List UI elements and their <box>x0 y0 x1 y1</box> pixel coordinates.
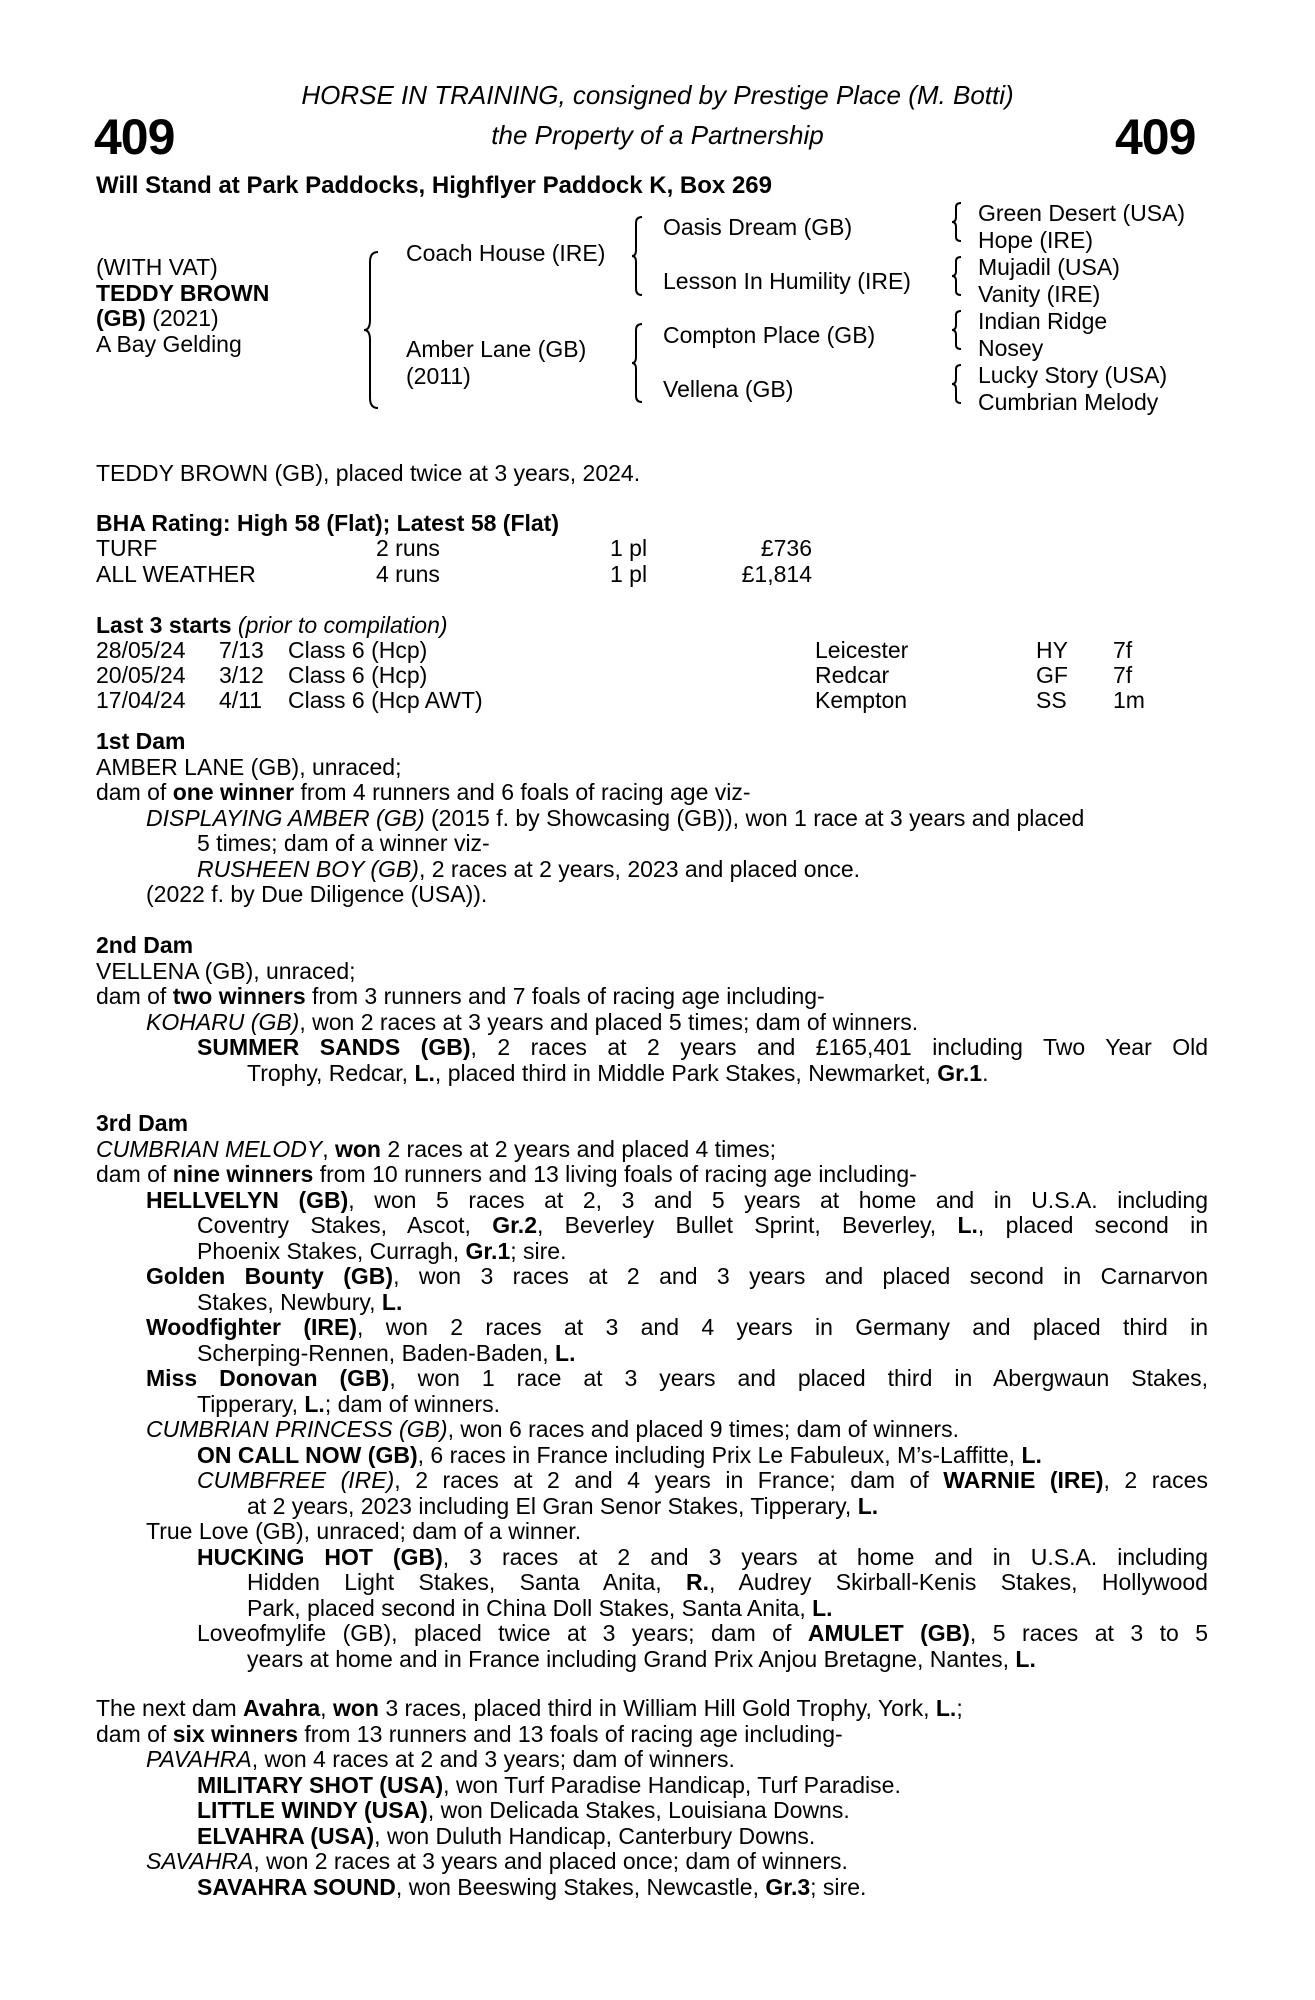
text: , 6 races in France including Prix Le Fabuleux, M’s-Laffitte, <box>417 1441 1022 1468</box>
next-dam-section <box>96 1696 1208 1900</box>
pedigree-brace-ss <box>952 201 964 243</box>
text: , 3 races at 2 and 3 years at home and in U.S.A. including <box>442 1543 1208 1570</box>
start-going: GF <box>1036 662 1068 688</box>
pedigree-brace-sd <box>952 255 964 297</box>
start-date: 28/05/24 <box>96 637 186 663</box>
start-course: Redcar <box>815 662 890 688</box>
text: from 10 runners and 13 living foals of racing age including- <box>313 1161 917 1187</box>
horse-summary: TEDDY BROWN (GB), placed twice at 3 years, 2024. <box>96 460 641 486</box>
horse-name: Golden Bounty (GB) <box>146 1263 394 1289</box>
text: 3 races, placed third in William Hill Gold Trophy, York, <box>378 1695 936 1721</box>
won-label: won <box>334 1135 381 1162</box>
text: (2015 f. by Showcasing (GB)), won 1 race at 3 years and placed <box>424 804 1085 831</box>
horse-name: ELVAHRA (USA) <box>197 1822 375 1849</box>
text: years at home and in France including Grand Prix Anjou Bretagne, Nantes, <box>247 1645 1016 1672</box>
produce-entry-cont <box>96 1061 1208 1087</box>
text: dam of <box>96 983 173 1009</box>
dam-produce-line <box>96 1162 1208 1188</box>
text: , won 5 races at 2, 3 and 5 years at home and in U.S.A. including <box>348 1186 1209 1213</box>
text: , won 2 races at 3 years and placed 5 times; dam of winners. <box>299 1008 919 1035</box>
rating-placed: 1 pl <box>610 535 648 561</box>
text: ; sire. <box>510 1237 567 1264</box>
start-class: Class 6 (Hcp) <box>288 662 428 688</box>
race-grade: L. <box>957 1212 978 1238</box>
text: , won 4 races at 2 and 3 years; dam of winners. <box>251 1746 735 1772</box>
vat-note: (WITH VAT) <box>96 254 218 280</box>
section-title: 3rd Dam <box>96 1110 189 1136</box>
section-title: 1st Dam <box>96 728 186 754</box>
text: , Audrey Skirball-Kenis Stakes, Hollywood <box>709 1569 1208 1595</box>
produce-entry <box>96 1849 1208 1875</box>
horse-name: CUMBFREE (IRE) <box>197 1467 395 1493</box>
race-grade: L. <box>304 1390 325 1417</box>
property-line: the Property of a Partnership <box>491 120 824 150</box>
text: Phoenix Stakes, Curragh, <box>197 1237 466 1264</box>
produce-entry: (2022 f. by Due Diligence (USA)). <box>146 881 488 907</box>
text: , <box>322 1135 335 1162</box>
horse-name: TEDDY BROWN <box>96 279 270 306</box>
text: , placed third in Middle Park Stakes, Newmarket, <box>434 1059 938 1086</box>
dam-line <box>96 1696 1208 1722</box>
horse-name: SUMMER SANDS (GB) <box>197 1034 471 1060</box>
start-distance: 7f <box>1113 662 1133 688</box>
text: 2 races at 2 years and placed 4 times; <box>380 1135 777 1162</box>
stand-location: Will Stand at Park Paddocks, Highflyer Paddock K, Box 269 <box>96 172 772 199</box>
horse-name: LITTLE WINDY (USA) <box>197 1797 428 1823</box>
produce-entry <box>96 1188 1208 1214</box>
horse-name: SAVAHRA <box>146 1848 254 1874</box>
produce-entry-cont <box>96 1596 1208 1622</box>
produce-entry-cont <box>96 1570 1208 1596</box>
text: , won Turf Paradise Handicap, Turf Paradise. <box>443 1771 901 1798</box>
text: , won 2 races at 3 years and placed once; dam of winners. <box>253 1848 848 1874</box>
horse-name: HUCKING HOT (GB) <box>197 1543 443 1570</box>
text: dam of <box>96 779 173 805</box>
produce-entry-cont <box>96 1494 1208 1520</box>
last-starts-heading <box>96 612 448 639</box>
race-grade: Gr.3 <box>765 1873 811 1900</box>
horse-name: MILITARY SHOT (USA) <box>197 1771 444 1798</box>
produce-entry <box>96 1798 1208 1824</box>
horse-name: DISPLAYING AMBER (GB) <box>146 804 425 831</box>
start-row <box>0 637 1315 663</box>
text: , won 2 races at 3 and 4 years in Germany and placed third in <box>357 1314 1208 1340</box>
text: ; dam of winners. <box>324 1390 500 1417</box>
start-row <box>0 687 1315 713</box>
horse-name: Miss Donovan (GB) <box>146 1365 390 1391</box>
produce-entry <box>96 1443 1208 1469</box>
race-grade: L. <box>857 1492 879 1519</box>
last-starts-note: (prior to compilation) <box>237 612 448 638</box>
horse-name: Avahra <box>243 1695 321 1721</box>
horse-name: KOHARU (GB) <box>146 1008 300 1035</box>
start-going: SS <box>1036 687 1067 713</box>
produce-entry <box>96 1264 1208 1290</box>
horse-name: WARNIE (IRE) <box>943 1467 1104 1493</box>
text: , won 1 race at 3 years and placed third in Abergwaun Stakes, <box>389 1365 1208 1391</box>
produce-entry <box>96 1875 1208 1901</box>
pedigree-dam-name: Amber Lane (GB) <box>406 336 587 362</box>
text: , won Duluth Handicap, Canterbury Downs. <box>374 1822 816 1849</box>
text: Park, placed second in China Doll Stakes, Santa Anita, <box>247 1594 813 1621</box>
pedigree-brace-main <box>364 250 384 410</box>
produce-entry <box>96 1315 1208 1341</box>
pedigree-brace-dd <box>952 363 964 405</box>
text: Coventry Stakes, Ascot, <box>197 1212 493 1238</box>
produce-entry-cont <box>96 1392 1208 1418</box>
horse-name: PAVAHRA <box>146 1746 252 1772</box>
pedigree-brace-ds <box>952 309 964 351</box>
produce-entry <box>96 1010 1208 1036</box>
horse-name: RUSHEEN BOY (GB) <box>197 855 419 882</box>
lot-number-right: 409 <box>1115 109 1196 165</box>
race-grade: L. <box>935 1695 957 1721</box>
horse-name: CUMBRIAN MELODY <box>96 1135 323 1162</box>
section-title: 2nd Dam <box>96 932 194 958</box>
start-date: 20/05/24 <box>96 662 186 688</box>
produce-entry-cont <box>96 1647 1208 1673</box>
text: Stakes, Newbury, <box>197 1288 382 1315</box>
won-label: won <box>332 1695 379 1721</box>
text: from 3 runners and 7 foals of racing age including- <box>305 983 825 1009</box>
winners-count: one winner <box>172 779 295 805</box>
pedigree-dam-year: (2011) <box>406 363 471 389</box>
produce-entry <box>96 1468 1208 1494</box>
horse-name: Woodfighter (IRE) <box>146 1314 357 1340</box>
pedigree-dsd: Nosey <box>978 335 1044 361</box>
start-position: 3/12 <box>219 662 264 688</box>
produce-entry-cont <box>96 1290 1208 1316</box>
start-class: Class 6 (Hcp AWT) <box>288 687 483 713</box>
text: , 2 races at 2 years, 2023 and placed once. <box>418 855 861 882</box>
produce-entry <box>96 1747 1208 1773</box>
text: Hidden Light Stakes, Santa Anita, <box>247 1569 687 1595</box>
horse-year: (2021) <box>152 305 219 331</box>
pedigree-dss: Indian Ridge <box>978 308 1108 334</box>
winners-count: six winners <box>172 1720 298 1747</box>
text: Loveofmylife (GB), placed twice at 3 years; dam of <box>197 1620 808 1646</box>
lot-number-left: 409 <box>94 109 175 165</box>
produce-entry <box>96 1366 1208 1392</box>
pedigree-sd: Lesson In Humility (IRE) <box>663 268 911 294</box>
pedigree-sds: Mujadil (USA) <box>978 254 1120 280</box>
start-distance: 7f <box>1113 637 1133 663</box>
rating-row <box>0 561 1315 587</box>
bha-rating-title: BHA Rating: High 58 (Flat); Latest 58 (Flat) <box>96 510 559 536</box>
text: , placed second in <box>977 1212 1209 1238</box>
race-grade: L. <box>414 1059 435 1086</box>
horse-name: HELLVELYN (GB) <box>146 1186 349 1213</box>
text: , 2 races at 2 and 4 years in France; dam of <box>394 1467 944 1493</box>
produce-entry <box>96 1824 1208 1850</box>
produce-entry: True Love (GB), unraced; dam of a winner. <box>146 1518 582 1544</box>
start-position: 7/13 <box>219 637 264 663</box>
pedigree-sdd: Vanity (IRE) <box>978 281 1101 307</box>
rating-placed: 1 pl <box>610 561 648 587</box>
text: . <box>982 1059 989 1086</box>
produce-entry <box>96 1545 1208 1571</box>
race-grade: L. <box>381 1288 403 1315</box>
text: , <box>320 1695 333 1721</box>
pedigree-chart <box>0 0 1315 420</box>
race-grade: L. <box>812 1594 833 1621</box>
text: Trophy, Redcar, <box>247 1059 415 1086</box>
winners-count: nine winners <box>172 1161 314 1187</box>
pedigree-sire: Coach House (IRE) <box>406 240 606 266</box>
dam-line <box>96 1137 1208 1163</box>
rating-runs: 4 runs <box>376 561 440 587</box>
produce-entry <box>96 857 1208 883</box>
first-dam-section <box>96 729 1208 908</box>
horse-name: AMULET (GB) <box>807 1620 970 1646</box>
second-dam-section <box>96 933 1208 1086</box>
dam-line: AMBER LANE (GB), unraced; <box>96 753 402 780</box>
rating-prize: £1,814 <box>741 561 812 587</box>
pedigree-brace-dam <box>632 322 646 404</box>
produce-entry <box>96 806 1208 832</box>
text: at 2 years, 2023 including El Gran Senor Stakes, Tipperary, <box>247 1492 858 1519</box>
pedigree-ss: Oasis Dream (GB) <box>663 214 853 240</box>
race-grade: Gr.2 <box>492 1212 537 1238</box>
text: dam of <box>96 1720 173 1747</box>
horse-description: A Bay Gelding <box>96 330 242 357</box>
race-grade: L. <box>1015 1645 1036 1672</box>
horse-name: ON CALL NOW (GB) <box>197 1441 418 1468</box>
produce-entry <box>96 1621 1208 1647</box>
start-going: HY <box>1036 637 1068 663</box>
start-course: Kempton <box>815 687 908 713</box>
text: from 13 runners and 13 foals of racing age including- <box>298 1720 843 1747</box>
produce-entry <box>96 1417 1208 1443</box>
third-dam-section <box>96 1111 1208 1672</box>
pedigree-ssd: Hope (IRE) <box>978 227 1094 253</box>
dam-produce-line <box>96 1722 1208 1748</box>
start-position: 4/11 <box>219 687 263 713</box>
pedigree-ddd: Cumbrian Melody <box>978 389 1159 415</box>
text: Scherping-Rennen, Baden-Baden, <box>197 1339 556 1366</box>
start-row <box>0 662 1315 688</box>
produce-entry <box>96 1035 1208 1061</box>
produce-entry-cont <box>96 1239 1208 1265</box>
rating-surface: ALL WEATHER <box>96 561 256 587</box>
horse-name: SAVAHRA SOUND <box>197 1873 396 1900</box>
dam-line: VELLENA (GB), unraced; <box>96 957 356 984</box>
consignment-line: HORSE IN TRAINING, consigned by Prestige Place (M. Botti) <box>301 80 1014 110</box>
produce-entry-cont: 5 times; dam of a winner viz- <box>197 830 490 856</box>
horse-name: CUMBRIAN PRINCESS (GB) <box>146 1416 448 1442</box>
text: , 5 races at 3 to 5 <box>969 1620 1208 1646</box>
horse-country: (GB) <box>96 305 146 331</box>
pedigree-dd: Vellena (GB) <box>663 376 794 402</box>
start-course: Leicester <box>815 637 909 663</box>
rating-prize: £736 <box>760 535 812 561</box>
text: Tipperary, <box>197 1390 305 1417</box>
text: , won 3 races at 2 and 3 years and placed second in Carnarvon <box>393 1263 1208 1289</box>
produce-entry-cont <box>96 1341 1208 1367</box>
pedigree-ds: Compton Place (GB) <box>663 322 876 348</box>
text: , 2 races at 2 years and £165,401 including Two Year Old <box>470 1034 1208 1060</box>
text: The next dam <box>96 1695 244 1721</box>
text: ; <box>956 1695 963 1721</box>
text: ; sire. <box>810 1873 867 1900</box>
rating-row <box>0 535 1315 561</box>
race-grade: Gr.1 <box>465 1237 511 1264</box>
text: , 2 races <box>1103 1467 1208 1493</box>
race-grade: L. <box>555 1339 576 1366</box>
start-distance: 1m <box>1113 687 1145 713</box>
last-starts-title: Last 3 starts <box>96 612 232 638</box>
text: from 4 runners and 6 foals of racing age viz- <box>294 779 751 805</box>
rating-runs: 2 runs <box>376 535 440 561</box>
produce-entry <box>96 1773 1208 1799</box>
text: , won Beeswing Stakes, Newcastle, <box>395 1873 766 1900</box>
text: dam of <box>96 1161 173 1187</box>
race-grade: Gr.1 <box>937 1059 983 1086</box>
pedigree-sss: Green Desert (USA) <box>978 200 1186 226</box>
text: , won Delicada Stakes, Louisiana Downs. <box>427 1797 850 1823</box>
dam-produce-line <box>96 984 1208 1010</box>
start-class: Class 6 (Hcp) <box>288 637 428 663</box>
start-date: 17/04/24 <box>96 687 186 713</box>
race-grade: R. <box>686 1569 710 1595</box>
pedigree-brace-sire <box>632 215 646 297</box>
text: , won 6 races and placed 9 times; dam of winners. <box>447 1416 959 1442</box>
winners-count: two winners <box>172 983 306 1009</box>
pedigree-dds: Lucky Story (USA) <box>978 362 1168 388</box>
rating-surface: TURF <box>96 535 158 561</box>
text: , Beverley Bullet Sprint, Beverley, <box>537 1212 958 1238</box>
produce-entry-cont <box>96 1213 1208 1239</box>
dam-produce-line <box>96 780 1208 806</box>
race-grade: L. <box>1021 1441 1042 1468</box>
